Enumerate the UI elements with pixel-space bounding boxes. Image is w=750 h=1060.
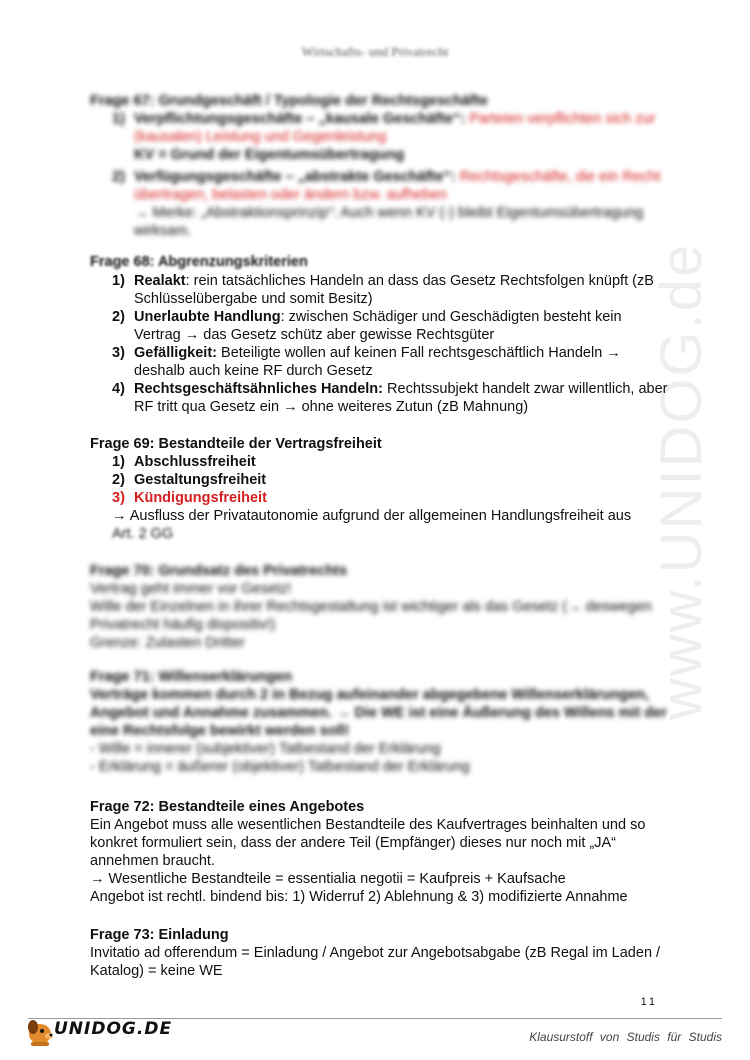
- q71-line-1: Verträge kommen durch 2 in Bezug aufeinander abgegebene Willenserklärungen, Angebot und Annahme zusammen. → Die WE ist eine Äußerung des Willens mit der eine Rechtsfolge bewirkt werden soll!: [90, 687, 667, 739]
- q73-title: Frage 73: Einladung: [90, 927, 229, 943]
- q67-title: Frage 67: Grundgeschäft / Typologie der Rechtsgeschäfte: [90, 93, 488, 109]
- section-q67: [90, 92, 670, 240]
- q70-line-1: Vertrag geht immer vor Gesetz!: [90, 581, 292, 597]
- page-header: Wirtschafts- und Privatrecht: [301, 44, 449, 59]
- q69-item-3-num: 3): [112, 490, 125, 506]
- footer-tagline: Klausurstoff von Studis für Studis: [529, 1030, 722, 1044]
- q69-title: Frage 69: Bestandteile der Vertragsfreiheit: [90, 436, 382, 452]
- q68-title: Frage 68: Abgrenzungskriterien: [90, 254, 308, 270]
- q67-item-1-num: 1): [112, 111, 125, 127]
- logo-text[interactable]: UNIDOG.DE: [54, 1019, 173, 1039]
- section-q71: [90, 668, 670, 776]
- q67-item-2-def: Rechtsgeschäfte, die ein Recht übertragen, belasten oder ändern bzw. aufheben: [134, 169, 661, 203]
- q72-line-2: → Wesentliche Bestandteile = essentialia negotii = Kaufpreis + Kaufsache: [90, 871, 566, 887]
- q69-item-3-label: Kündigungsfreiheit: [134, 490, 267, 506]
- q68-item-2-num: 2): [112, 309, 125, 325]
- q69-item-1: [90, 453, 670, 471]
- q71-line-3: - Erklärung = äußerer (objektiver) Tatbestand der Erklärung: [90, 759, 470, 775]
- q69-item-2-label: Gestaltungsfreiheit: [134, 472, 267, 488]
- q70-line-3: Grenze: Zulasten Dritter: [90, 635, 245, 651]
- q72-paragraph: Ein Angebot muss alle wesentlichen Bestandteile des Kaufvertrages beinhalten und so konkret formuliert sein, dass der andere Teil (Empfänger) dieses nur noch mit „JA“ annehmen braucht.: [90, 817, 646, 869]
- q68-item-1: [90, 272, 670, 308]
- q67-item-1-term: Verpflichtungsgeschäfte – „kausale Geschäfte“:: [134, 111, 470, 127]
- q68-item-4: [90, 380, 670, 416]
- q71-title: Frage 71: Willenserklärungen: [90, 669, 293, 685]
- q68-item-1-num: 1): [112, 273, 125, 289]
- section-q72: [90, 798, 670, 906]
- q68-item-3-text: Beteiligte wollen auf keinen Fall rechtsgeschäftlich Handeln → deshalb auch keine RF durch Gesetz: [134, 345, 621, 379]
- page-number: 11: [640, 996, 658, 1008]
- q67-item-2-note: → Merke: „Abstraktionsprinzip“: Auch wenn KV (-) bleibt Eigentumsübertragung wirksam.: [134, 205, 644, 239]
- section-q73: [90, 926, 670, 980]
- q69-item-3: [90, 489, 670, 507]
- q67-item-1-note: KV = Grund der Eigentumsübertragung: [134, 147, 405, 163]
- q68-item-1-text: : rein tatsächliches Handeln an dass das Gesetz Rechtsfolgen knüpft (zB Schlüsselübergabe und somit Besitz): [134, 273, 654, 307]
- section-q69: [90, 435, 670, 543]
- q67-item-2-term: Verfügungsgeschäfte – „abstrakte Geschäfte“:: [134, 169, 460, 185]
- q68-item-3: [90, 344, 670, 380]
- q73-paragraph: Invitatio ad offerendum = Einladung / Angebot zur Angebotsabgabe (zB Regal im Laden / Katalog) = keine WE: [90, 945, 661, 979]
- q67-item-1: [90, 110, 670, 164]
- q69-note: → Ausfluss der Privatautonomie aufgrund der allgemeinen Handlungsfreiheit aus: [112, 508, 632, 524]
- q72-title: Frage 72: Bestandteile eines Angebotes: [90, 799, 365, 815]
- q68-item-2: [90, 308, 670, 344]
- q71-line-2: - Wille = innerer (subjektiver) Tatbestand der Erklärung: [90, 741, 441, 757]
- q68-item-1-term: Realakt: [134, 273, 186, 289]
- q70-title: Frage 70: Grundsatz des Privatrechts: [90, 563, 348, 579]
- section-q68: [90, 253, 670, 416]
- q69-item-2-num: 2): [112, 472, 125, 488]
- q69-item-1-label: Abschlussfreiheit: [134, 454, 256, 470]
- q69-note-cont: Art. 2 GG: [112, 526, 174, 542]
- q68-item-2-text: : zwischen Schädiger und Geschädigten besteht kein Vertrag → das Gesetz schütz aber gewisse Rechtsgüter: [134, 309, 622, 343]
- q67-item-2-num: 2): [112, 169, 125, 185]
- q68-item-4-text: Rechtssubjekt handelt zwar willentlich, aber RF tritt qua Gesetz ein → ohne weiteres Zutun (zB Mahnung): [134, 381, 668, 415]
- q70-line-2: Wille der Einzelnen in ihrer Rechtsgestaltung ist wichtiger als das Gesetz (→ deswegen Privatrecht häufig dispositiv!): [90, 599, 652, 633]
- q68-item-4-term: Rechtsgeschäftsähnliches Handeln:: [134, 381, 383, 397]
- q72-line-3: Angebot ist rechtl. bindend bis: 1) Widerruf 2) Ablehnung & 3) modifizierte Annahme: [90, 889, 628, 905]
- q68-item-4-num: 4): [112, 381, 125, 397]
- section-q70: [90, 562, 670, 652]
- q68-item-3-term: Gefälligkeit:: [134, 345, 217, 361]
- q67-item-1-def: Parteien verpflichten sich zur (kausalen) Leistung und Gegenleistung: [134, 111, 656, 145]
- q68-item-2-term: Unerlaubte Handlung: [134, 309, 281, 325]
- q67-item-2: [90, 168, 670, 240]
- q68-item-3-num: 3): [112, 345, 125, 361]
- watermark: www.UNIDOG.de: [649, 242, 714, 720]
- q69-item-1-num: 1): [112, 454, 125, 470]
- q69-item-2: [90, 471, 670, 489]
